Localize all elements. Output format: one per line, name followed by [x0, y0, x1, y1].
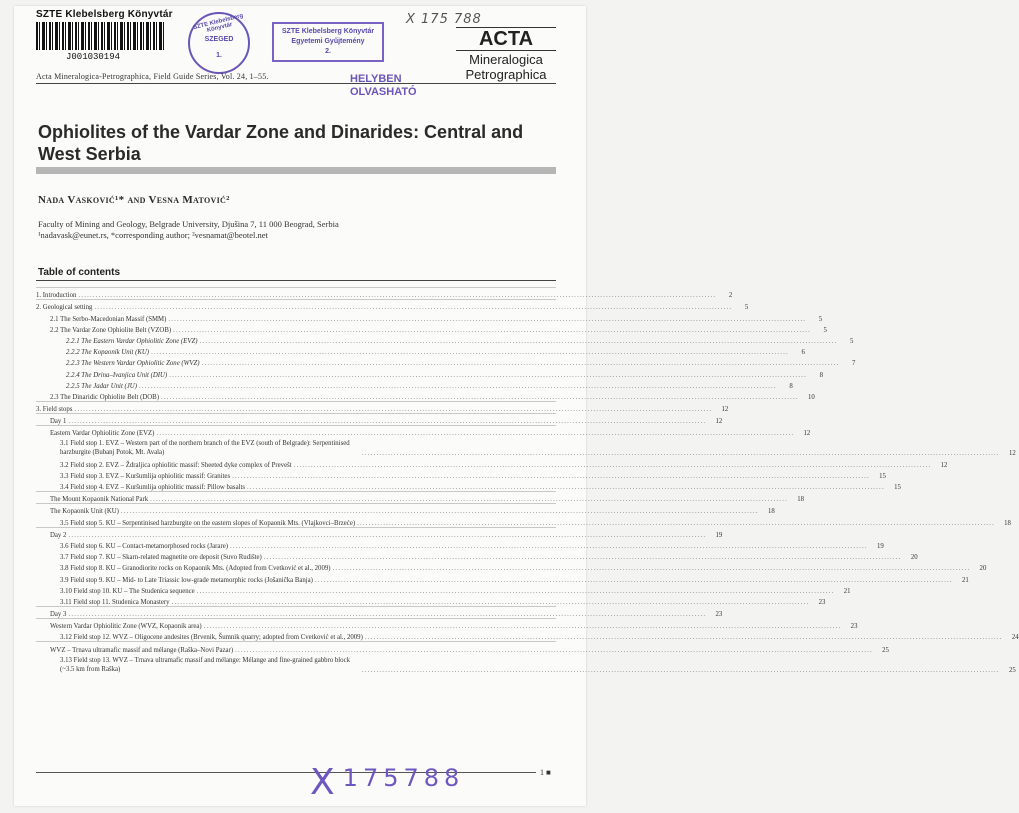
- toc-entry-label: 2.2 The Vardar Zone Ophiolite Belt (VZOB): [50, 326, 172, 334]
- toc-entry-label: 3.6 Field stop 6. KU – Contact-metamorphosed rocks (Jarare): [60, 542, 228, 550]
- toc-entry-label: The Kopaonik Unit (KU): [50, 508, 119, 516]
- toc-leader-dots: ............................................................................................................................................................................................................................: [230, 542, 868, 550]
- toc-leader-dots: ............................................................................................................................................................................................................................: [357, 519, 995, 527]
- toc-entry-label: 2. Geological setting: [36, 304, 93, 312]
- toc-entry: [36, 457, 948, 469]
- toc-entry: [36, 469, 886, 480]
- toc-leader-dots: ............................................................................................................................................................................................................................: [314, 576, 953, 584]
- toc-entry-page: 12: [721, 406, 729, 414]
- toc-leader-dots: ............................................................................................................................................................................................................................: [171, 598, 810, 606]
- toc-entry: [36, 539, 884, 550]
- toc-leader-dots: ............................................................................................................................................................................................................................: [151, 349, 789, 357]
- reading-room-line1: HELYBEN: [350, 73, 402, 85]
- toc-entry-page: 23: [850, 623, 858, 631]
- handwritten-bottom-number: [310, 754, 465, 803]
- seal-city: SZEGED: [204, 36, 234, 43]
- toc-leader-dots: ............................................................................................................................................................................................................................: [199, 337, 838, 345]
- toc-entry-page: 20: [979, 565, 987, 573]
- collection-stamp: [272, 22, 384, 62]
- toc-entry: [36, 503, 775, 516]
- toc-entry-label: The Mount Kopaonik National Park: [50, 496, 149, 504]
- toc-leader-dots: ............................................................................................................................................................................................................................: [293, 461, 932, 469]
- handwritten-number: 175788: [342, 764, 465, 792]
- toc-entry: [36, 413, 723, 426]
- toc-entry-page: 25: [882, 646, 889, 654]
- toc-entry-page: 12: [940, 461, 948, 469]
- toc-leader-dots: ............................................................................................................................................................................................................................: [173, 326, 811, 334]
- journal-logo: [456, 27, 556, 82]
- handwritten-inventory-number: X 175 788: [406, 12, 482, 27]
- toc-heading: Table of contents: [38, 267, 121, 278]
- title-divider-bar: [36, 167, 556, 174]
- toc-entry-page: 18: [797, 496, 804, 504]
- toc-leader-dots: ............................................................................................................................................................................................................................: [201, 360, 840, 368]
- toc-entry-page: 19: [715, 531, 723, 539]
- toc-entry-label: Day 1: [50, 418, 67, 426]
- toc-entry-page: 15: [894, 484, 901, 491]
- page-number: 1 ■: [540, 768, 551, 777]
- toc-entry: [36, 311, 823, 323]
- reading-room-line2: OLVASHATÓ: [350, 86, 417, 98]
- toc-entry: [36, 550, 918, 562]
- toc-entry-label: 3.9 Field stop 9. KU – Mid- to Late Triassic low-grade metamorphic rocks (Jošanička Banja): [60, 576, 313, 584]
- toc-leader-dots: ............................................................................................................................................................................................................................: [156, 430, 795, 438]
- toc-leader-dots: ............................................................................................................................................................................................................................: [168, 315, 807, 323]
- toc-entry-page: 15: [879, 472, 886, 480]
- toc-entry-label: 2.2.3 The Western Vardar Ophiolitic Zone (WVZ): [66, 360, 200, 368]
- affiliation: [38, 219, 339, 241]
- seal-number: 1.: [216, 52, 222, 59]
- toc-leader-dots: ............................................................................................................................................................................................................................: [203, 623, 842, 631]
- toc-entry-page: 5: [744, 304, 749, 312]
- toc-entry-page: 7: [851, 360, 856, 368]
- toc-leader-dots: ............................................................................................................................................................................................................................: [196, 587, 835, 595]
- toc-entry-label: 3. Field stops: [36, 406, 73, 414]
- toc-leader-dots: ............................................................................................................................................................................................................................: [150, 496, 788, 504]
- toc-entry-label: 3.7 Field stop 7. KU – Skarn-related magnetite ore deposit (Suvo Rudište): [60, 554, 262, 562]
- toc-entry: [36, 654, 1016, 674]
- toc-entry-label: 2.3 The Dinaridic Ophiolite Belt (DOB): [50, 393, 159, 401]
- toc-leader-dots: ............................................................................................................................................................................................................................: [362, 450, 1000, 458]
- toc-leader-dots: ............................................................................................................................................................................................................................: [68, 418, 707, 426]
- toc-entry: [36, 595, 826, 606]
- seal-ring-text: SZTE Klebelsberg Könyvtár: [192, 12, 244, 34]
- toc-entry: [36, 630, 1019, 642]
- toc-leader-dots: ............................................................................................................................................................................................................................: [78, 292, 717, 300]
- toc-entry: [36, 437, 1016, 458]
- journal-subtitle: [456, 50, 556, 82]
- toc-entry: [36, 584, 851, 595]
- toc-entry-page: 23: [818, 598, 826, 606]
- handwritten-x: X: [310, 762, 335, 803]
- series-line: Acta Mineralogica-Petrographica, Field Guide Series, Vol. 24, 1–55.: [36, 72, 269, 81]
- stamp-line-3: 2.: [325, 48, 331, 55]
- toc-entry: [36, 356, 856, 368]
- toc-entry-page: 12: [715, 418, 723, 426]
- reading-room-stamp: [350, 73, 417, 99]
- toc-entry-label: 3.5 Field stop 5. KU – Serpentinised harzburgite on the eastern slopes of Kopaonik Mts. (Vlajkovci–Brzeće): [60, 519, 356, 527]
- toc-leader-dots: ............................................................................................................................................................................................................................: [362, 666, 1000, 674]
- toc-entry-page: 21: [961, 576, 969, 584]
- toc-entry-page: 8: [819, 371, 824, 379]
- toc-entry-label: 2.2.1 The Eastern Vardar Ophiolitic Zone (EVZ): [66, 337, 198, 345]
- toc-entry: [36, 334, 854, 345]
- authors: Nada Vasković¹* and Vesna Matović²: [38, 194, 230, 206]
- toc-entry-label: 3.1 Field stop 1. EVZ – Western part of the northern branch of the EVZ (south of Belgrade): Serpentinised harzburgite (Bubanj Potok, Mt. Avala): [60, 440, 350, 457]
- toc-leader-dots: ............................................................................................................................................................................................................................: [68, 611, 707, 619]
- toc-entry-label: WVZ – Trnava ultramafic massif and mélange (Raška–Novi Pazar): [50, 646, 234, 654]
- toc-entry: [36, 287, 733, 300]
- toc-entry: [36, 641, 889, 654]
- toc-entry-label: 3.12 Field stop 12. WVZ – Oligocene andesites (Brvenik, Šumnik quarry; adopted from Cvetković et al., 2009): [60, 634, 363, 642]
- toc-entry-page: 21: [843, 587, 851, 595]
- toc-entry-page: 10: [808, 393, 815, 401]
- toc-entry: [36, 401, 729, 414]
- toc-entry-page: 19: [877, 542, 884, 550]
- toc-entry-page: 20: [910, 554, 918, 562]
- toc-entry-label: 3.13 Field stop 13. WVZ – Trnava ultramafic massif and mélange: Mélange and fine-grained gabbro block (~3.5 km from Raška): [60, 656, 350, 673]
- toc-entry-label: 3.2 Field stop 2. EVZ – Ždraljica ophiolitic massif: Sheeted dyke complex of Prevešt: [60, 461, 292, 469]
- toc-rule: [36, 280, 556, 281]
- toc-entry-label: Western Vardar Ophiolitic Zone (WVZ, Kopaonik area): [50, 623, 202, 631]
- toc-entry: [36, 299, 749, 312]
- toc-entry-page: 18: [767, 508, 775, 516]
- header-rule: [36, 83, 556, 84]
- table-of-contents: [36, 287, 1019, 674]
- toc-entry-label: 3.11 Field stop 11. Studenica Monastery: [60, 598, 170, 606]
- toc-leader-dots: ............................................................................................................................................................................................................................: [247, 484, 885, 491]
- toc-leader-dots: ............................................................................................................................................................................................................................: [120, 508, 759, 516]
- toc-entry-page: 18: [1004, 519, 1011, 527]
- toc-entry-page: 2: [728, 292, 733, 300]
- toc-entry: [36, 572, 969, 584]
- affiliation-line2: ¹nadavask@eunet.rs, *corresponding author; ²vesnamat@beotel.net: [38, 230, 268, 240]
- stamp-line-1: SZTE Klebelsberg Könyvtár: [281, 28, 375, 35]
- toc-entry: [36, 425, 811, 438]
- toc-entry: [36, 606, 723, 619]
- toc-entry: [36, 480, 901, 491]
- affiliation-line1: Faculty of Mining and Geology, Belgrade University, Djušina 7, 11 000 Beograd, Serbia: [38, 219, 339, 229]
- toc-entry-label: 3.3 Field stop 3. EVZ – Kuršumlija ophiolitic massif: Granites: [60, 472, 231, 480]
- toc-entry-page: 25: [1009, 666, 1016, 674]
- toc-leader-dots: ............................................................................................................................................................................................................................: [169, 371, 808, 379]
- journal-subtitle-line2: Petrographica: [465, 67, 547, 82]
- toc-entry: [36, 515, 1011, 527]
- toc-leader-dots: ............................................................................................................................................................................................................................: [94, 304, 733, 312]
- toc-leader-dots: ............................................................................................................................................................................................................................: [364, 634, 1003, 642]
- toc-entry-page: 12: [1009, 450, 1016, 458]
- toc-leader-dots: ............................................................................................................................................................................................................................: [74, 406, 713, 414]
- article-title: Ophiolites of the Vardar Zone and Dinarides: Central and West Serbia: [38, 122, 524, 164]
- toc-entry-label: 3.8 Field stop 8. KU – Granodiorite rocks on Kopaonik Mts. (Adopted from Cvetković et al., 2009): [60, 565, 331, 573]
- toc-entry-label: 2.2.5 The Jadar Unit (JU): [66, 382, 137, 390]
- toc-entry: [36, 379, 793, 390]
- toc-leader-dots: ............................................................................................................................................................................................................................: [138, 382, 777, 390]
- toc-entry-page: 24: [1011, 634, 1019, 642]
- stamp-line-2: Egyetemi Gyűjtemény: [291, 38, 365, 45]
- barcode: [36, 22, 164, 50]
- toc-entry-label: 2.1 The Serbo-Macedonian Massif (SMM): [50, 315, 167, 323]
- toc-entry-label: Day 3: [50, 611, 67, 619]
- toc-entry: [36, 561, 987, 573]
- toc-entry: [36, 323, 827, 334]
- toc-entry-page: 5: [818, 315, 823, 323]
- toc-entry: [36, 527, 723, 539]
- barcode-number: J001030194: [66, 52, 121, 62]
- toc-entry-label: 2.2.4 The Drina–Ivanjica Unit (DIU): [66, 371, 168, 379]
- toc-entry-label: Day 2: [50, 531, 67, 539]
- toc-leader-dots: ............................................................................................................................................................................................................................: [232, 472, 870, 480]
- toc-leader-dots: ............................................................................................................................................................................................................................: [332, 565, 971, 573]
- toc-entry: [36, 367, 824, 379]
- toc-entry-page: 8: [789, 382, 793, 390]
- toc-entry-page: 5: [849, 337, 854, 345]
- toc-entry: [36, 618, 858, 631]
- toc-entry-label: 2.2.2 The Kopaonik Unit (KU): [66, 349, 150, 357]
- toc-leader-dots: ............................................................................................................................................................................................................................: [263, 554, 902, 562]
- toc-leader-dots: ............................................................................................................................................................................................................................: [160, 393, 799, 401]
- toc-entry-label: 3.4 Field stop 4. EVZ – Kuršumlija ophiolitic massif: Pillow basalts: [60, 484, 246, 491]
- toc-entry-page: 5: [823, 326, 827, 334]
- toc-entry-page: 6: [801, 349, 805, 357]
- toc-entry-page: 12: [803, 430, 811, 438]
- journal-name: ACTA: [478, 28, 534, 50]
- toc-entry: [36, 345, 805, 357]
- library-seal-stamp: [188, 12, 250, 74]
- toc-entry: [36, 491, 804, 504]
- toc-entry-label: 1. Introduction: [36, 292, 77, 300]
- toc-leader-dots: ............................................................................................................................................................................................................................: [235, 646, 873, 654]
- toc-entry-label: 3.10 Field stop 10. KU – The Studenica sequence: [60, 587, 195, 595]
- toc-leader-dots: ............................................................................................................................................................................................................................: [68, 531, 707, 539]
- library-name: SZTE Klebelsberg Könyvtár: [36, 9, 173, 20]
- toc-entry-page: 23: [715, 611, 723, 619]
- toc-entry: [36, 390, 815, 401]
- journal-subtitle-line1: Mineralogica: [469, 52, 543, 67]
- toc-entry-label: Eastern Vardar Ophiolitic Zone (EVZ): [50, 430, 155, 438]
